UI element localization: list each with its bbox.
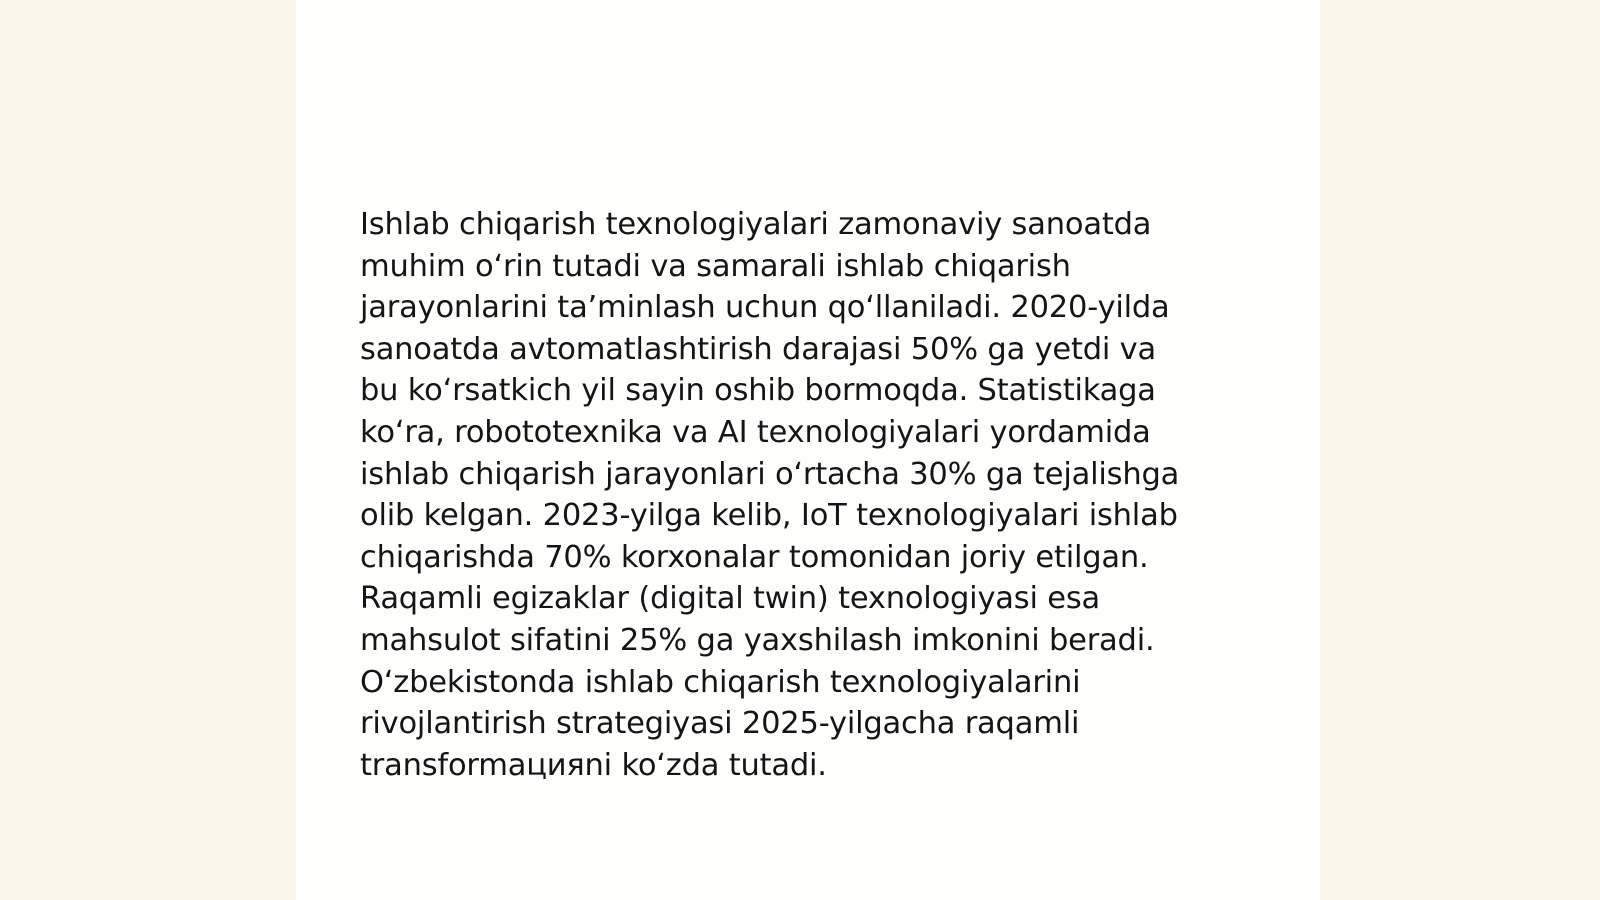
paragraph-line: muhim oʻrin tutadi va samarali ishlab chiqarish (360, 248, 1071, 284)
paragraph-line: ishlab chiqarish jarayonlari oʻrtacha 30% ga tejalishga (360, 456, 1180, 492)
paragraph-line: koʻra, robototexnika va AI texnologiyalari yordamida (360, 414, 1151, 450)
paragraph-line: transformацияni koʻzda tutadi. (360, 747, 827, 783)
paragraph-line: jarayonlarini taʼminlash uchun qoʻllaniladi. 2020-yilda (360, 290, 1170, 326)
paragraph-line: mahsulot sifatini 25% ga yaxshilash imkonini beradi. (360, 622, 1155, 658)
paragraph-line: olib kelgan. 2023-yilga kelib, IoT texnologiyalari ishlab (360, 498, 1178, 534)
paragraph-line: bu koʻrsatkich yil sayin oshib bormoqda. Statistikaga (360, 373, 1156, 409)
paragraph-line: Ishlab chiqarish texnologiyalari zamonaviy sanoatda (360, 207, 1152, 242)
paragraph-line: sanoatda avtomatlashtirish darajasi 50% ga yetdi va (360, 331, 1157, 367)
paragraph-line: Oʻzbekistonda ishlab chiqarish texnologiyalarini (360, 664, 1081, 700)
document-page (296, 0, 1320, 900)
paragraph-line: rivojlantirish strategiyasi 2025-yilgacha raqamli (360, 706, 1080, 742)
body-paragraph (360, 204, 1260, 786)
paragraph-line: Raqamli egizaklar (digital twin) texnologiyasi esa (360, 581, 1101, 617)
paragraph-line: chiqarishda 70% korxonalar tomonidan joriy etilgan. (360, 539, 1149, 575)
